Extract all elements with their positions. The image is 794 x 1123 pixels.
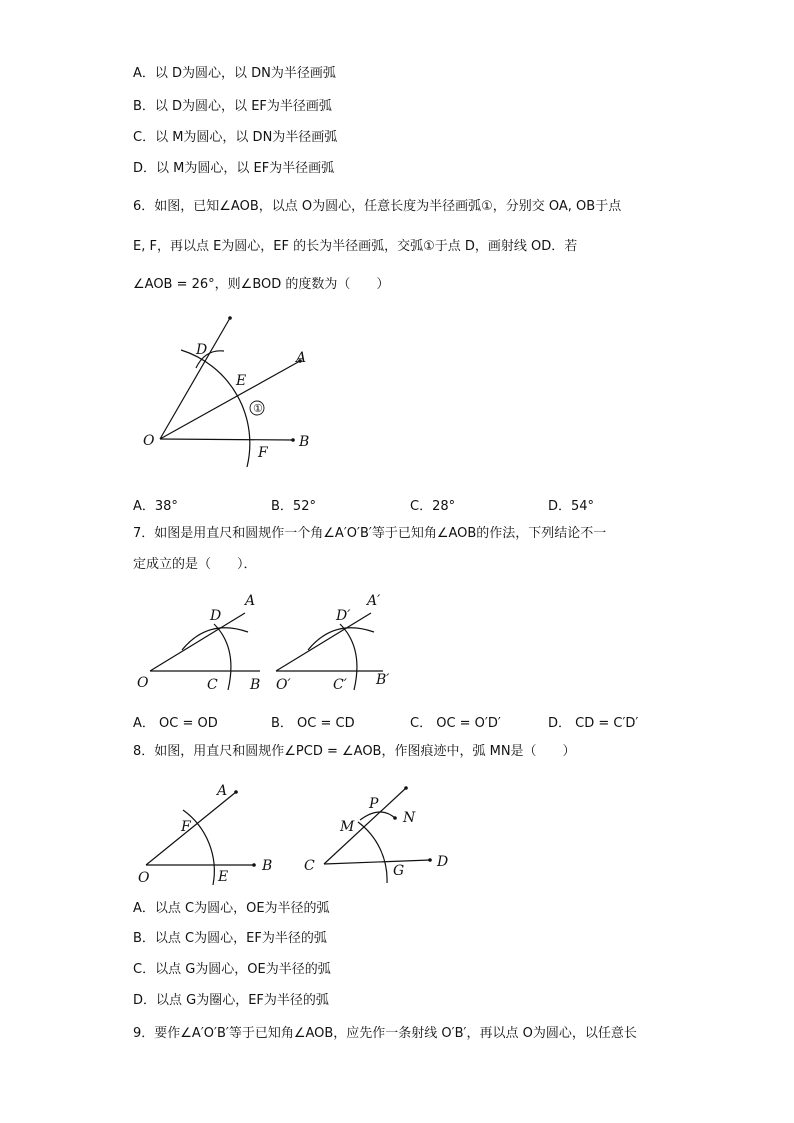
- fig2-label-m: M: [340, 819, 355, 835]
- fig2-label-a: A′: [367, 593, 381, 609]
- fig2-point-end: [404, 786, 408, 790]
- label-a: A: [296, 350, 307, 366]
- fig2-label-o: O′: [276, 677, 291, 693]
- fig1-label-a: A: [217, 783, 228, 799]
- fig1-point-b: [252, 863, 256, 867]
- fig2-label-p: P: [369, 796, 379, 812]
- fig2-point-d: [428, 858, 432, 862]
- q8-option-c: C．以点 G为圆心，OE为半径的弧: [133, 962, 331, 977]
- fig1-label-a: A: [245, 593, 256, 609]
- q5-option-c: C．以 M为圆心，以 DN为半径画弧: [133, 130, 338, 145]
- fig1-point-a: [234, 790, 238, 794]
- fig1-label-b: B: [250, 677, 261, 693]
- q9-stem-line1: 9．要作∠A′O′B′等于已知角∠AOB，应先作一条射线 O′B′，再以点 O为圆心，以任意长: [133, 1026, 637, 1041]
- fig2-arc-main: [358, 822, 387, 883]
- q5-option-d: D．以 M为圆心，以 EF为半径画弧: [133, 161, 335, 176]
- q6-option-d: D．54°: [548, 499, 595, 514]
- fig2-ray-cp: [324, 788, 406, 864]
- fig1-label-d: D: [210, 608, 222, 624]
- label-circle-1: ①: [253, 402, 263, 415]
- q8-option-a: A．以点 C为圆心，OE为半径的弧: [133, 901, 330, 916]
- fig2-ray-cd: [324, 860, 430, 864]
- fig2-label-b: B′: [376, 672, 390, 688]
- q5-option-b: B．以 D为圆心，以 EF为半径画弧: [133, 99, 332, 114]
- q7-stem-line1: 7．如图是用直尺和圆规作一个角∠A′O′B′等于已知角∠AOB的作法，下列结论不一: [133, 526, 607, 541]
- fig1-label-e: E: [218, 869, 229, 885]
- q6-option-a: A．38°: [133, 499, 178, 514]
- fig2-point-n: [393, 816, 397, 820]
- q6-stem-line1: 6．如图，已知∠AOB，以点 O为圆心，任意长度为半径画弧①，分别交 OA, OB于点: [133, 199, 622, 214]
- label-b: B: [299, 434, 310, 450]
- fig1-label-b: B: [262, 858, 273, 874]
- fig1-label-c: C: [207, 677, 218, 693]
- q7-option-b: B． OC = CD: [271, 716, 355, 731]
- fig2-label-c: C′: [333, 677, 347, 693]
- q6-stem-line2: E, F，再以点 E为圆心，EF 的长为半径画弧，交弧①于点 D，画射线 OD．若: [133, 239, 578, 254]
- q8-stem-line1: 8．如图，用直尺和圆规作∠PCD = ∠AOB，作图痕迹中，弧 MN是（ ）: [133, 744, 576, 759]
- q8-option-d: D．以点 G为圈心，EF为半径的弧: [133, 993, 329, 1008]
- q7-stem-line2: 定成立的是（ ）．: [133, 557, 257, 572]
- q8-option-b: B．以点 C为圆心，EF为半径的弧: [133, 931, 327, 946]
- q7-option-a: A． OC = OD: [133, 716, 218, 731]
- label-e: E: [236, 373, 247, 389]
- fig1-label-o: O: [138, 870, 150, 886]
- label-f: F: [258, 445, 268, 461]
- fig2-label-d: D: [437, 854, 449, 870]
- label-d: D: [196, 342, 208, 358]
- q6-stem-line3: ∠AOB = 26°，则∠BOD 的度数为（ ）: [133, 277, 390, 292]
- q6-option-c: C．28°: [410, 499, 456, 514]
- fig2-label-g: G: [393, 863, 405, 879]
- fig2-arc-mn: [360, 812, 395, 820]
- q7-option-d: D． CD = C′D′: [548, 716, 639, 731]
- q5-option-a: A．以 D为圆心，以 DN为半径画弧: [133, 66, 336, 81]
- fig2-label-d: D′: [336, 608, 351, 624]
- fig1-label-o: O: [137, 675, 149, 691]
- fig2-label-n: N: [403, 810, 416, 826]
- fig1-ray-oa: [146, 792, 236, 865]
- fig1-label-f: F: [181, 819, 191, 835]
- label-o: O: [143, 433, 155, 449]
- q7-option-c: C． OC = O′D′: [410, 716, 501, 731]
- fig2-label-c: C: [304, 858, 315, 874]
- q6-option-b: B．52°: [271, 499, 316, 514]
